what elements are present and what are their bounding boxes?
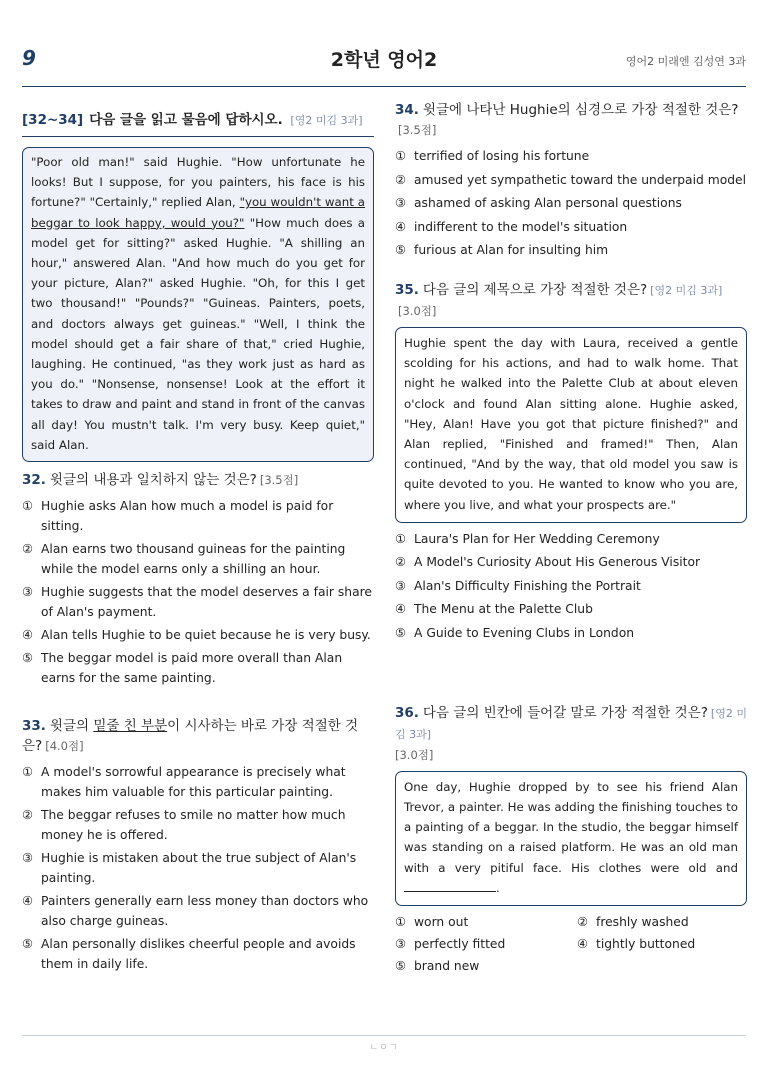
answer-option[interactable] bbox=[395, 146, 747, 166]
option-text: freshly washed bbox=[596, 915, 689, 930]
answer-option[interactable] bbox=[395, 934, 577, 954]
passage-underlined-text: "you wouldn't want a beggar to look happy, would you?" bbox=[31, 195, 365, 230]
section-heading bbox=[22, 100, 374, 137]
passage-text: "Poor old man!" said Hughie. "How unfortunate he looks! But I suppose, for you painters, his face is his fortune?" "Certainly," replied Alan, bbox=[31, 155, 365, 210]
option-text: Painters generally earn less money than doctors who also charge guineas. bbox=[41, 894, 369, 929]
footer-divider bbox=[22, 1035, 746, 1036]
question-range: [32~34] bbox=[22, 112, 84, 128]
question-tag: [영2 미김 3과] bbox=[395, 706, 747, 741]
question-text: 윗글에 나타난 Hughie의 심경으로 가장 적절한 것은? bbox=[422, 102, 739, 118]
answer-option[interactable] bbox=[577, 934, 747, 954]
question-underlined-text: 밑줄 친 부분 bbox=[93, 718, 168, 735]
answer-option[interactable] bbox=[22, 582, 374, 622]
question-number: 33. bbox=[22, 718, 46, 735]
question-number: 35. bbox=[395, 282, 419, 298]
question-points: [4.0점] bbox=[45, 739, 84, 754]
answer-options bbox=[395, 912, 747, 976]
question-34 bbox=[395, 100, 747, 140]
option-text: Hughie is mistaken about the true subject of Alan's painting. bbox=[41, 851, 357, 886]
answer-option[interactable] bbox=[22, 625, 374, 645]
question-points: [3.0점] bbox=[395, 747, 434, 762]
question-32 bbox=[22, 470, 374, 490]
option-marker: ② bbox=[395, 172, 407, 187]
footer-text: ㄴㅇㄱ bbox=[369, 1043, 399, 1053]
question-number: 32. bbox=[22, 472, 46, 489]
option-marker: ② bbox=[22, 542, 34, 557]
question-points: [3.0점] bbox=[398, 304, 437, 318]
option-marker: ② bbox=[577, 915, 589, 930]
question-text: 이 시사하는 바로 가장 적절한 것은? bbox=[22, 718, 359, 755]
page-number: 9 bbox=[22, 46, 36, 70]
question-number: 36. bbox=[395, 704, 419, 721]
answer-option[interactable] bbox=[577, 912, 747, 932]
question-number: 34. bbox=[395, 102, 419, 118]
passage-text: "How much does a model get for sitting?" asked Hughie. "A shilling an hour," answered Alan. "And how much do you get for your picture, Alan?" asked Hughie. "Oh, for this I get two thousand!" "Pounds?" "Guineas. Painters, poets, and doctors always get guineas." "Well, I think the model should get a fair share of that," cried Hughie, laughing. He continued, "as they work just as hard as you do." "Nonsense, nonsense! Look at the effort it takes to draw and paint and stand in front of the canvas all day! You mustn't talk. I'm very busy. Keep quiet," said Alan. bbox=[31, 215, 366, 452]
option-text: Alan earns two thousand guineas for the painting while the model earns only a shilling an hour. bbox=[41, 542, 346, 577]
question-text: 다음 글의 제목으로 가장 적절한 것은? bbox=[422, 282, 648, 298]
option-text: Alan's Difficulty Finishing the Portrait bbox=[414, 578, 641, 593]
option-marker: ② bbox=[22, 808, 34, 823]
option-text: perfectly fitted bbox=[414, 937, 506, 952]
option-marker: ④ bbox=[395, 219, 407, 234]
question-text: 윗글의 bbox=[49, 718, 94, 735]
option-text: ashamed of asking Alan personal questions bbox=[414, 196, 682, 210]
answer-option[interactable] bbox=[22, 848, 374, 888]
option-marker: ⑤ bbox=[395, 959, 407, 974]
answer-option[interactable] bbox=[22, 891, 374, 931]
passage-text: Hughie spent the day with Laura, received a gentle scolding for his actions, and had to walk home. That night he walked into the Palette Club at about eleven o'clock and found Alan sitting alone. Hughie asked, "Hey, Alan! Have you got that picture finished?" and Alan replied, "Finished and framed!" Then, Alan continued, "And by the way, that old model you saw is quite devoted to you. He wanted to know who you are, where you live, and what your prospects are." bbox=[404, 336, 738, 512]
answer-option[interactable] bbox=[395, 623, 747, 643]
question-points: [3.5점] bbox=[398, 123, 437, 137]
answer-option[interactable] bbox=[395, 193, 747, 213]
header-info: 영어2 미래엔 김성연 3과 bbox=[625, 55, 746, 68]
option-text: A Guide to Evening Clubs in London bbox=[414, 625, 635, 640]
option-text: Alan tells Hughie to be quiet because he is very busy. bbox=[41, 628, 371, 643]
option-text: amused yet sympathetic toward the underpaid model bbox=[414, 172, 747, 187]
passage-text: . bbox=[496, 880, 500, 895]
page-title: 2학년 영어2 bbox=[330, 49, 438, 71]
option-text: A Model's Curiosity About His Generous Visitor bbox=[414, 555, 701, 570]
option-text: Laura's Plan for Her Wedding Ceremony bbox=[414, 531, 660, 546]
question-tag: [영2 미김 3과] bbox=[650, 284, 723, 297]
option-marker: ① bbox=[395, 531, 407, 546]
answer-options bbox=[395, 529, 747, 643]
question-35 bbox=[395, 280, 747, 321]
option-text: The beggar refuses to smile no matter how much money he is offered. bbox=[41, 808, 346, 843]
option-text: furious at Alan for insulting him bbox=[414, 243, 609, 257]
answer-option[interactable] bbox=[395, 956, 577, 976]
option-marker: ③ bbox=[22, 585, 34, 600]
answer-blank bbox=[404, 878, 496, 892]
option-marker: ① bbox=[22, 765, 34, 780]
answer-option[interactable] bbox=[395, 240, 747, 260]
passage-text: One day, Hughie dropped by to see his friend Alan Trevor, a painter. He was adding the finishing touches to a painting of a beggar. In the studio, the beggar himself was standing on a raised platform. He was an old man with a very pitiful face. His clothes were old and bbox=[404, 779, 738, 875]
answer-option[interactable] bbox=[22, 496, 374, 536]
page-header bbox=[22, 0, 746, 87]
option-marker: ⑤ bbox=[395, 625, 407, 640]
option-text: Alan personally dislikes cheerful people and avoids them in daily life. bbox=[41, 937, 356, 972]
option-marker: ④ bbox=[22, 628, 34, 643]
question-text: 다음 글의 빈칸에 들어갈 말로 가장 적절한 것은? bbox=[422, 704, 708, 721]
answer-option[interactable] bbox=[22, 762, 374, 802]
reading-passage bbox=[22, 147, 374, 462]
question-33 bbox=[22, 716, 374, 756]
option-marker: ③ bbox=[395, 196, 407, 210]
answer-option[interactable] bbox=[22, 539, 374, 579]
answer-option[interactable] bbox=[395, 912, 577, 932]
option-marker: ① bbox=[395, 149, 407, 163]
option-marker: ⑤ bbox=[22, 937, 34, 952]
answer-option[interactable] bbox=[22, 805, 374, 845]
reading-passage bbox=[395, 771, 747, 906]
section-instruction: 다음 글을 읽고 물음에 답하시오. bbox=[89, 112, 283, 128]
option-marker: ④ bbox=[22, 894, 34, 909]
option-marker: ⑤ bbox=[395, 243, 407, 257]
reading-passage bbox=[395, 327, 747, 523]
answer-option[interactable] bbox=[395, 552, 747, 572]
answer-options bbox=[22, 762, 374, 974]
answer-option[interactable] bbox=[395, 599, 747, 619]
answer-option[interactable] bbox=[22, 934, 374, 974]
answer-option[interactable] bbox=[395, 217, 747, 237]
answer-option[interactable] bbox=[395, 529, 747, 549]
question-text: 윗글의 내용과 일치하지 않는 것은? bbox=[49, 472, 257, 489]
question-36 bbox=[395, 703, 747, 765]
question-points: [3.5점] bbox=[259, 473, 299, 488]
option-marker: ② bbox=[395, 555, 407, 570]
option-marker: ③ bbox=[22, 851, 34, 866]
option-marker: ① bbox=[22, 499, 34, 514]
answer-option[interactable] bbox=[22, 648, 374, 688]
answer-option[interactable] bbox=[395, 576, 747, 596]
option-marker: ③ bbox=[395, 578, 407, 593]
option-marker: ④ bbox=[577, 937, 589, 952]
option-text: A model's sorrowful appearance is precisely what makes him valuable for this particular painting. bbox=[41, 765, 346, 800]
answer-options bbox=[395, 146, 747, 260]
option-marker: ③ bbox=[395, 937, 407, 952]
option-text: Hughie suggests that the model deserves a fair share of Alan's payment. bbox=[41, 585, 372, 620]
option-text: worn out bbox=[414, 915, 469, 930]
option-text: The beggar model is paid more overall than Alan earns for the same painting. bbox=[41, 651, 343, 686]
option-marker: ① bbox=[395, 915, 407, 930]
answer-options bbox=[22, 496, 374, 688]
answer-option[interactable] bbox=[395, 170, 747, 190]
option-marker: ④ bbox=[395, 602, 407, 617]
option-text: The Menu at the Palette Club bbox=[414, 602, 593, 617]
right-column bbox=[395, 100, 747, 976]
option-text: terrified of losing his fortune bbox=[414, 149, 590, 163]
option-text: tightly buttoned bbox=[596, 937, 696, 952]
option-text: indifferent to the model's situation bbox=[414, 219, 628, 234]
section-tag: [영2 미김 3과] bbox=[290, 114, 363, 127]
option-marker: ⑤ bbox=[22, 651, 34, 666]
left-column bbox=[22, 100, 374, 974]
option-text: Hughie asks Alan how much a model is paid for sitting. bbox=[41, 499, 334, 534]
option-text: brand new bbox=[414, 959, 480, 974]
